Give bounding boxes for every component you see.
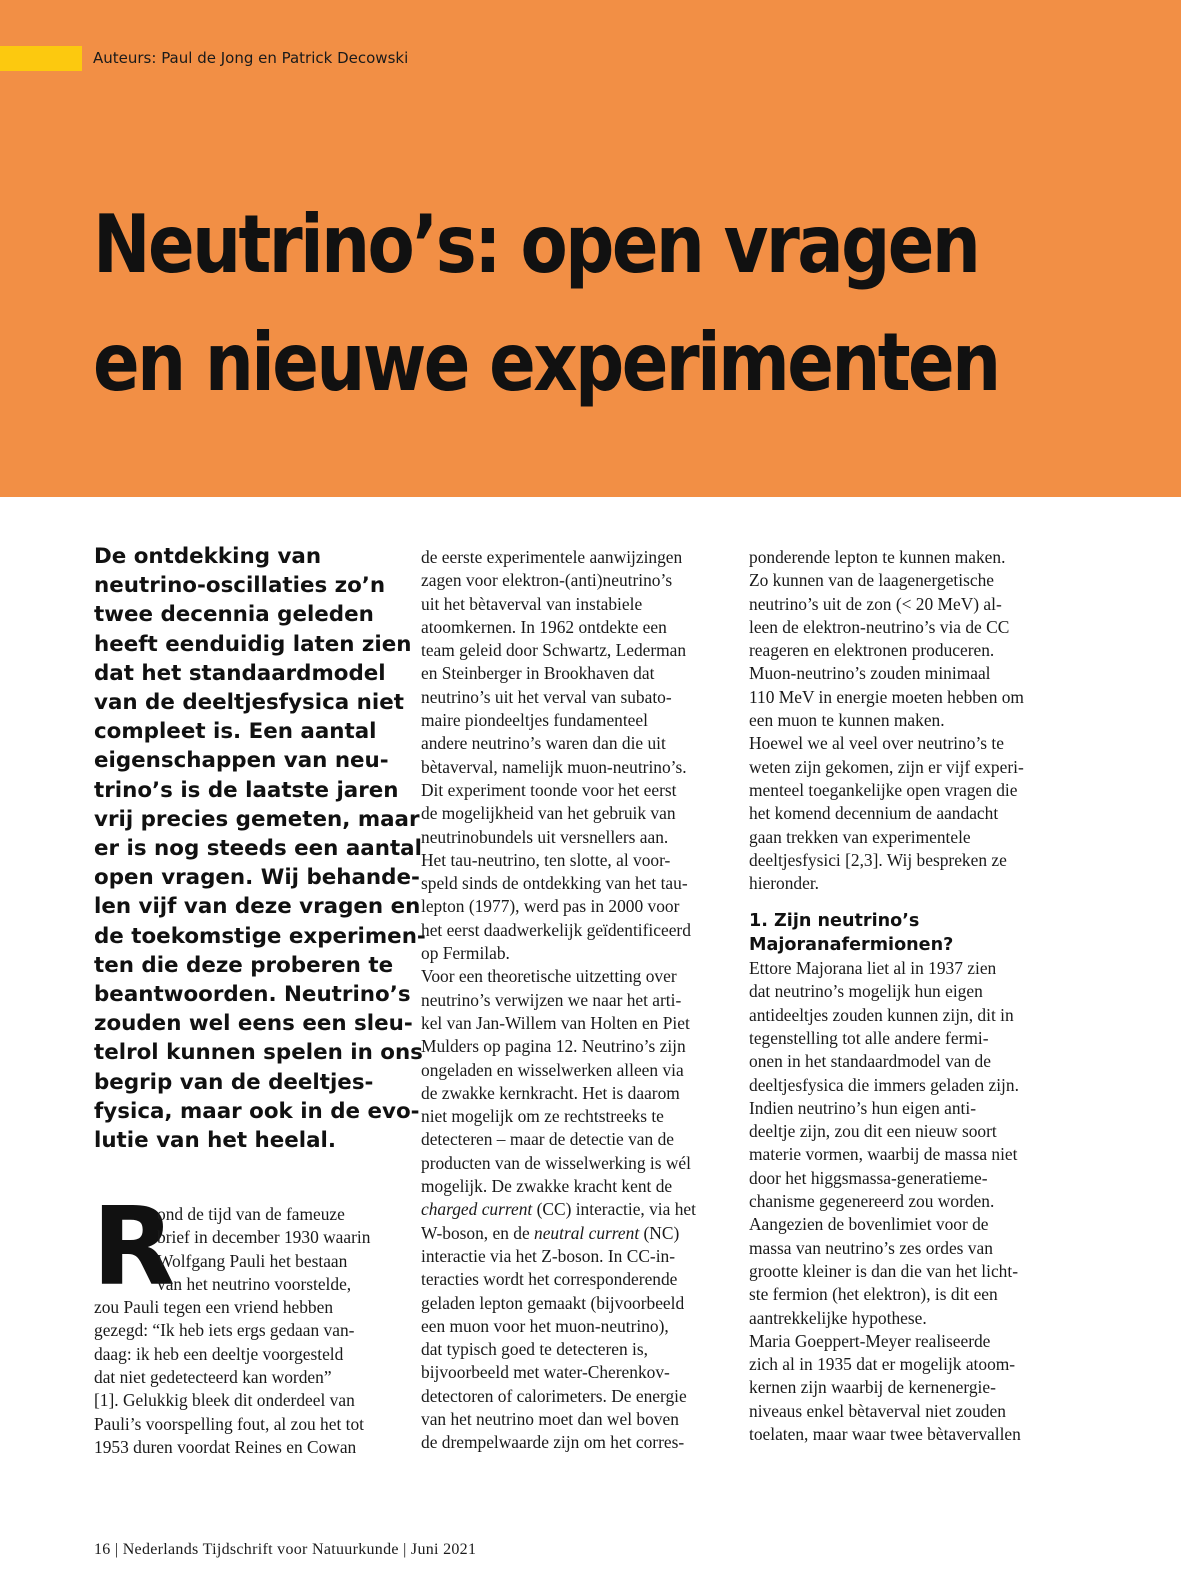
title-line: en nieuwe experimenten bbox=[93, 316, 999, 409]
intro-line: De ontdekking van bbox=[94, 544, 322, 569]
body-line: brief in december 1930 waarin bbox=[157, 1227, 371, 1248]
body-line: Voor een theoretische uitzetting over bbox=[421, 966, 677, 987]
intro-line: eigenschappen van neu- bbox=[94, 748, 389, 774]
body-line: detectoren of calorimeters. De energie bbox=[421, 1385, 687, 1406]
section-gap bbox=[749, 895, 1069, 910]
body-line: deeltje zijn, zou dit een nieuw soort bbox=[749, 1121, 997, 1142]
body-line: menteel toegankelijke open vragen die bbox=[749, 779, 1018, 800]
body-line: hieronder. bbox=[749, 873, 820, 894]
intro-line: zouden wel eens een sleu- bbox=[94, 1011, 413, 1037]
body-line: de eerste experimentele aanwijzingen bbox=[421, 547, 683, 567]
page-footer: 16 | Nederlands Tijdschrift voor Natuurkunde | Juni 2021 bbox=[94, 1541, 477, 1558]
body-line: Zo kunnen van de laagenergetische bbox=[749, 570, 994, 591]
body-line: en Steinberger in Brookhaven dat bbox=[421, 663, 655, 684]
body-line: gaan trekken van experimentele bbox=[749, 826, 971, 847]
body-line: de mogelijkheid van het gebruik van bbox=[421, 803, 676, 824]
article-title bbox=[93, 186, 999, 422]
body-line: bètaverval, namelijk muon-neutrino’s. bbox=[421, 756, 687, 777]
body-line: Hoewel we al veel over neutrino’s te bbox=[749, 733, 1004, 754]
body-line bbox=[421, 1222, 731, 1245]
intro-line: de toekomstige experimen- bbox=[94, 923, 426, 949]
body-line: neutrino’s uit het verval van subato- bbox=[421, 686, 672, 707]
body-text-run: (NC) bbox=[639, 1222, 680, 1243]
body-line: Aangezien de bovenlimiet voor de bbox=[749, 1214, 989, 1235]
intro-line: trino’s is de laatste jaren bbox=[94, 777, 399, 803]
body-line: daag: ik heb een deeltje voorgesteld bbox=[94, 1343, 344, 1364]
body-line: [1]. Gelukkig bleek dit onderdeel van bbox=[94, 1390, 355, 1411]
body-line: dat typisch goed te detecteren is, bbox=[421, 1339, 648, 1360]
body-line: 110 MeV in energie moeten hebben om bbox=[749, 686, 1024, 707]
body-line: Pauli’s voorspelling fout, al zou het tot bbox=[94, 1413, 365, 1434]
body-line: kel van Jan-Willem van Holten en Piet bbox=[421, 1012, 690, 1033]
body-line: neutrino’s verwijzen we naar het arti- bbox=[421, 989, 682, 1010]
body-line: een muon te kunnen maken. bbox=[749, 710, 945, 731]
body-line: speld sinds de ontdekking van het tau- bbox=[421, 873, 688, 894]
body-line: materie vormen, waarbij de massa niet bbox=[749, 1144, 1018, 1165]
body-line: kernen zijn waarbij de kernenergie- bbox=[749, 1377, 996, 1398]
section-heading: 1. Zijn neutrino’s bbox=[749, 911, 920, 932]
body-line: geladen lepton gemaakt (bijvoorbeeld bbox=[421, 1292, 685, 1313]
intro-line: compleet is. Een aantal bbox=[94, 719, 377, 745]
body-line: op Fermilab. bbox=[421, 943, 510, 964]
intro-line: len vijf van deze vragen en bbox=[94, 894, 421, 920]
body-line: atoomkernen. In 1962 ontdekte een bbox=[421, 616, 667, 637]
intro-paragraph bbox=[94, 542, 426, 1155]
body-line: zich al in 1935 dat er mogelijk atoom- bbox=[749, 1354, 1016, 1375]
drop-cap: R bbox=[92, 1185, 176, 1310]
body-line: Dit experiment toonde voor het eerst bbox=[421, 779, 677, 800]
intro-line: heeft eenduidig laten zien bbox=[94, 631, 412, 657]
intro-line: beantwoorden. Neutrino’s bbox=[94, 982, 411, 1008]
body-line: van het neutrino voorstelde, bbox=[157, 1273, 352, 1294]
body-line: ponderende lepton te kunnen maken. bbox=[749, 547, 1006, 567]
body-line: ond de tijd van de fameuze bbox=[157, 1204, 345, 1224]
body-line: neutrino’s uit de zon (< 20 MeV) al- bbox=[749, 593, 1002, 614]
body-line: detecteren – maar de detectie van de bbox=[421, 1129, 674, 1150]
intro-line: open vragen. Wij behande- bbox=[94, 865, 420, 891]
body-line: Muon-neutrino’s zouden minimaal bbox=[749, 663, 991, 684]
body-line: het eerst daadwerkelijk geïdentificeerd bbox=[421, 919, 691, 940]
body-line: weten zijn gekomen, zijn er vijf experi- bbox=[749, 756, 1024, 777]
intro-line: neutrino-oscillaties zo’n bbox=[94, 573, 386, 599]
intro-line: fysica, maar ook in de evo- bbox=[94, 1098, 420, 1124]
body-line: ongeladen en wisselwerken alleen via bbox=[421, 1059, 684, 1080]
body-line: niveaus enkel bètaverval niet zouden bbox=[749, 1400, 1006, 1421]
intro-line: begrip van de deeltjes- bbox=[94, 1069, 374, 1095]
body-line: dat neutrino’s mogelijk hun eigen bbox=[749, 981, 983, 1002]
body-line: dat niet gedetecteerd kan worden” bbox=[94, 1367, 332, 1388]
body-line: de drempelwaarde zijn om het corres- bbox=[421, 1432, 685, 1453]
body-line: deeltjesfysici [2,3]. Wij bespreken ze bbox=[749, 849, 1007, 870]
body-line: massa van neutrino’s zes ordes van bbox=[749, 1237, 993, 1258]
accent-bar bbox=[0, 46, 82, 71]
body-line: tegenstelling tot alle andere fermi- bbox=[749, 1027, 989, 1048]
intro-line: twee decennia geleden bbox=[94, 602, 374, 628]
body-column-1 bbox=[92, 1185, 404, 1459]
body-line: van het neutrino moet dan wel boven bbox=[421, 1408, 679, 1429]
body-line: Het tau-neutrino, ten slotte, al voor- bbox=[421, 849, 671, 870]
italic-term: neutral current bbox=[534, 1222, 640, 1243]
body-line: zagen voor elektron-(anti)neutrino’s bbox=[421, 570, 673, 591]
intro-line: vrij precies gemeten, maar bbox=[94, 806, 420, 832]
body-line: zou Pauli tegen een vriend hebben bbox=[94, 1297, 334, 1318]
body-column-2 bbox=[421, 546, 731, 1455]
body-line: bijvoorbeeld met water-Cherenkov- bbox=[421, 1362, 670, 1383]
body-line: het komend decennium de aandacht bbox=[749, 803, 999, 824]
body-line: Wolfgang Pauli het bestaan bbox=[157, 1250, 348, 1271]
body-line: maire piondeeltjes fundamenteel bbox=[421, 710, 648, 731]
body-line: Ettore Majorana liet al in 1937 zien bbox=[749, 958, 997, 979]
body-line: andere neutrino’s waren dan die uit bbox=[421, 733, 666, 754]
body-line: Maria Goeppert-Meyer realiseerde bbox=[749, 1330, 991, 1351]
body-line: de zwakke kernkracht. Het is daarom bbox=[421, 1082, 680, 1103]
body-line: leen de elektron-neutrino’s via de CC bbox=[749, 616, 1010, 637]
body-line: niet mogelijk om ze rechtstreeks te bbox=[421, 1106, 664, 1127]
body-line: onen in het standaardmodel van de bbox=[749, 1051, 991, 1072]
intro-line: lutie van het heelal. bbox=[94, 1128, 337, 1154]
body-line: reageren en elektronen produceren. bbox=[749, 640, 995, 661]
body-line: interactie via het Z-boson. In CC-in- bbox=[421, 1245, 676, 1266]
intro-line: ten die deze proberen te bbox=[94, 952, 394, 978]
section-heading: Majoranafermionen? bbox=[749, 934, 954, 955]
body-line: Indien neutrino’s hun eigen anti- bbox=[749, 1097, 976, 1118]
italic-term: charged current bbox=[421, 1199, 533, 1220]
body-line: mogelijk. De zwakke kracht kent de bbox=[421, 1176, 673, 1197]
body-line: toelaten, maar waar twee bètavervallen bbox=[749, 1423, 1021, 1444]
title-line: Neutrino’s: open vragen bbox=[93, 198, 979, 291]
body-line: lepton (1977), werd pas in 2000 voor bbox=[421, 896, 680, 917]
body-line: producten van de wisselwerking is wél bbox=[421, 1152, 691, 1173]
body-line: een muon voor het muon-neutrino), bbox=[421, 1315, 669, 1336]
intro-line: er is nog steeds een aantal bbox=[94, 836, 422, 862]
body-line: Mulders op pagina 12. Neutrino’s zijn bbox=[421, 1036, 686, 1057]
authors-line: Auteurs: Paul de Jong en Patrick Decowski bbox=[93, 49, 409, 67]
body-line: teracties wordt het corresponderende bbox=[421, 1269, 678, 1290]
body-line: team geleid door Schwartz, Lederman bbox=[421, 640, 687, 661]
intro-line: dat het standaardmodel bbox=[94, 660, 386, 686]
body-line: deeltjesfysica die immers geladen zijn. bbox=[749, 1074, 1019, 1095]
intro-line: van de deeltjesfysica niet bbox=[94, 690, 404, 716]
body-line: 1953 duren voordat Reines en Cowan bbox=[94, 1436, 357, 1457]
body-column-3 bbox=[749, 546, 1069, 1446]
body-line: uit het bètaverval van instabiele bbox=[421, 593, 643, 614]
body-text-run: W-boson, en de bbox=[421, 1222, 535, 1243]
body-line: ste fermion (het elektron), is dit een bbox=[749, 1284, 998, 1305]
intro-line: telrol kunnen spelen in ons bbox=[94, 1040, 423, 1066]
body-line: chanisme gegenereerd zou worden. bbox=[749, 1191, 995, 1212]
body-line bbox=[421, 1198, 731, 1221]
body-line: neutrinobundels uit versnellers aan. bbox=[421, 826, 669, 847]
header-banner bbox=[0, 0, 1181, 497]
body-line: door het higgsmassa-generatieme- bbox=[749, 1167, 988, 1188]
body-text-run: (CC) interactie, via het bbox=[532, 1199, 696, 1220]
body-line: antideeltjes zouden kunnen zijn, dit in bbox=[749, 1004, 1014, 1025]
body-line: gezegd: “Ik heb iets ergs gedaan van- bbox=[94, 1320, 355, 1341]
body-line: grootte kleiner is dan die van het licht- bbox=[749, 1260, 1018, 1281]
body-line: aantrekkelijke hypothese. bbox=[749, 1307, 927, 1328]
